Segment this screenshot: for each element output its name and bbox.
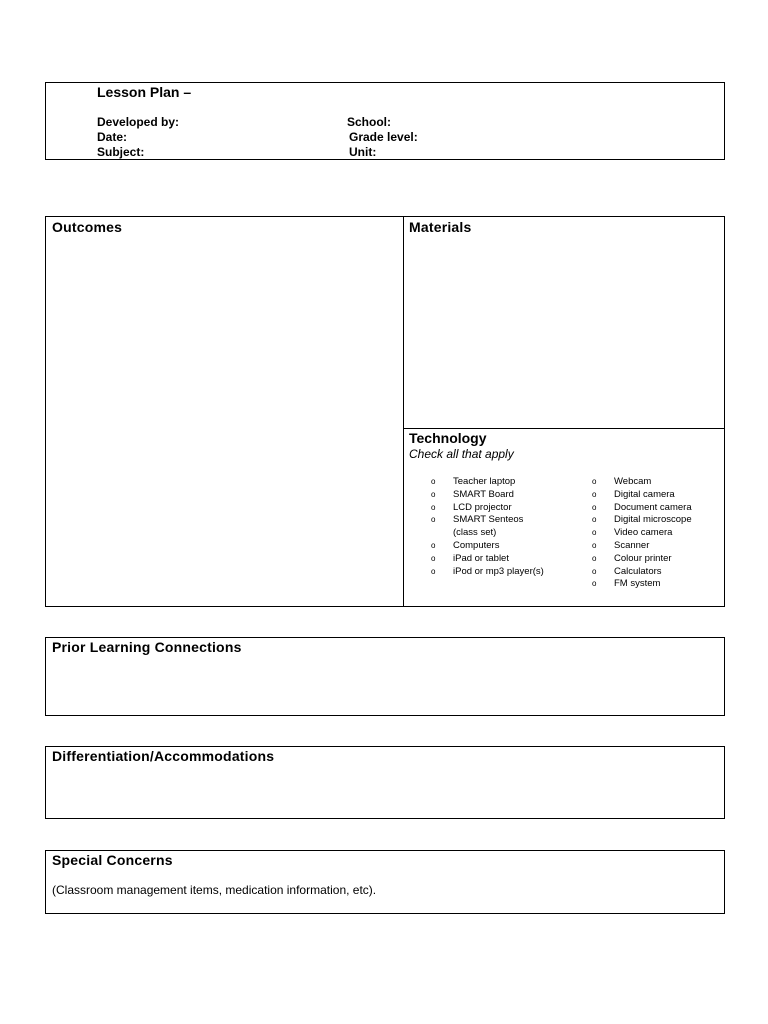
- tech-item-label: Computers: [453, 539, 500, 551]
- tech-item-scanner[interactable]: [592, 540, 692, 553]
- bullet-icon: o: [592, 477, 597, 486]
- tech-item-label: Scanner: [614, 539, 650, 551]
- unit-label: Unit:: [349, 145, 377, 159]
- tech-item-label: LCD projector: [453, 501, 512, 513]
- bullet-icon: o: [431, 553, 436, 563]
- bullet-icon: o: [592, 528, 597, 538]
- prior-learning-box[interactable]: [45, 637, 725, 716]
- tech-item-label: Digital microscope: [614, 514, 692, 526]
- tech-item-label: Webcam: [614, 476, 652, 487]
- outcomes-materials-table: [45, 216, 725, 607]
- technology-subtitle: Check all that apply: [409, 447, 514, 461]
- materials-cell[interactable]: [403, 217, 724, 429]
- tech-item-label: Video camera: [614, 527, 673, 539]
- tech-item-label: Digital camera: [614, 488, 675, 500]
- tech-item-smart-senteos[interactable]: [431, 514, 544, 527]
- tech-item-label: SMART Senteos: [453, 514, 524, 526]
- bullet-icon: o: [592, 579, 597, 589]
- bullet-icon: o: [592, 566, 597, 576]
- technology-title: Technology: [409, 430, 487, 446]
- special-concerns-title: Special Concerns: [52, 852, 173, 868]
- date-label: Date:: [97, 130, 128, 144]
- tech-item-video-camera[interactable]: [592, 527, 692, 540]
- bullet-icon: o: [431, 515, 436, 525]
- bullet-icon: o: [592, 515, 597, 525]
- outcomes-cell[interactable]: [46, 217, 404, 606]
- tech-item-ipod[interactable]: [431, 566, 544, 579]
- bullet-icon: o: [592, 553, 597, 563]
- tech-item-label: iPod or mp3 player(s): [453, 565, 544, 577]
- differentiation-box[interactable]: [45, 746, 725, 819]
- bullet-icon: o: [592, 489, 597, 499]
- tech-item-fm-system[interactable]: [592, 578, 692, 591]
- technology-list-left: [431, 476, 544, 578]
- subject-label: Subject:: [97, 145, 145, 159]
- tech-item-computers[interactable]: [431, 540, 544, 553]
- special-concerns-note: (Classroom management items, medication information, etc).: [52, 883, 377, 897]
- bullet-icon: o: [431, 477, 436, 486]
- tech-item-label: Colour printer: [614, 552, 672, 564]
- developed-by-label: Developed by:: [97, 115, 180, 129]
- special-concerns-box[interactable]: [45, 850, 725, 914]
- materials-title: Materials: [409, 219, 472, 235]
- tech-item-label: iPad or tablet: [453, 552, 509, 564]
- bullet-icon: o: [431, 566, 436, 576]
- school-label: School:: [347, 115, 391, 129]
- tech-item-smart-board[interactable]: [431, 489, 544, 502]
- tech-item-label: (class set): [453, 527, 497, 539]
- grade-level-label: Grade level:: [349, 130, 418, 144]
- tech-item-label: FM system: [614, 578, 661, 590]
- tech-item-label: Teacher laptop: [453, 476, 516, 487]
- tech-item-ipad[interactable]: [431, 553, 544, 566]
- technology-cell: [403, 428, 724, 606]
- tech-item-label: SMART Board: [453, 488, 514, 500]
- tech-item-webcam[interactable]: [592, 476, 692, 489]
- bullet-icon: o: [431, 502, 436, 512]
- bullet-icon: o: [431, 489, 436, 499]
- technology-list-right: [592, 476, 692, 591]
- prior-learning-title: Prior Learning Connections: [52, 639, 242, 655]
- lesson-plan-title: Lesson Plan –: [97, 84, 192, 100]
- differentiation-title: Differentiation/Accommodations: [52, 748, 275, 764]
- tech-item-label: Document camera: [614, 501, 692, 513]
- tech-item-calculators[interactable]: [592, 566, 692, 579]
- lesson-plan-header: [45, 82, 725, 160]
- bullet-icon: o: [431, 540, 436, 550]
- tech-item-colour-printer[interactable]: [592, 553, 692, 566]
- tech-item-document-camera[interactable]: [592, 502, 692, 515]
- outcomes-title: Outcomes: [52, 219, 123, 235]
- bullet-icon: o: [592, 502, 597, 512]
- tech-item-digital-camera[interactable]: [592, 489, 692, 502]
- tech-item-class-set: [431, 527, 544, 540]
- bullet-icon: o: [592, 540, 597, 550]
- tech-item-digital-microscope[interactable]: [592, 514, 692, 527]
- tech-item-lcd-projector[interactable]: [431, 502, 544, 515]
- tech-item-label: Calculators: [614, 565, 662, 577]
- tech-item-teacher-laptop[interactable]: [431, 476, 544, 489]
